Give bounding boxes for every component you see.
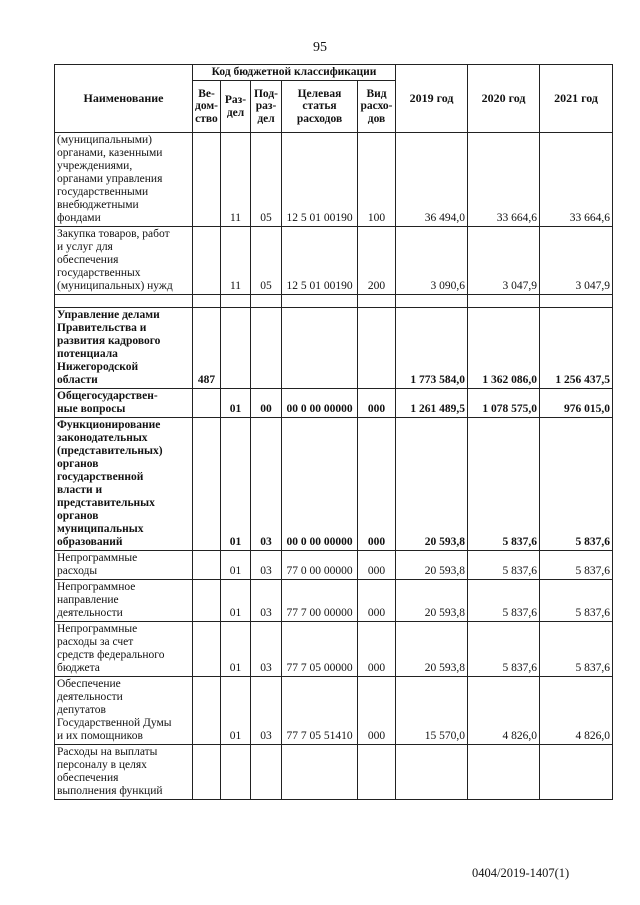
row-name: Функционирование законодательных (представительных) органов государственной власти и представительных органов муниципальных образований <box>55 418 193 551</box>
row-name: Управление делами Правительства и развития кадрового потенциала Нижегородской области <box>55 308 193 389</box>
row-2019: 1 261 489,5 <box>396 389 468 418</box>
spacer-cell <box>468 295 540 308</box>
row-2019: 15 570,0 <box>396 677 468 745</box>
row-2021: 5 837,6 <box>540 551 613 580</box>
row-razdel: 01 <box>221 580 251 622</box>
header-2021: 2021 год <box>540 65 613 133</box>
row-vid: 000 <box>358 418 396 551</box>
table-row <box>55 551 613 580</box>
table-row <box>55 418 613 551</box>
row-vedomstvo: 487 <box>193 308 221 389</box>
header-vedomstvo: Ве- дом- ство <box>193 81 221 133</box>
row-2019: 1 773 584,0 <box>396 308 468 389</box>
row-2019: 3 090,6 <box>396 227 468 295</box>
row-name: Непрограммное направление деятельности <box>55 580 193 622</box>
row-name: (муниципальными) органами, казенными учреждениями, органами управления государственными внебюджетными фондами <box>55 133 193 227</box>
row-razdel: 01 <box>221 677 251 745</box>
row-razdel <box>221 308 251 389</box>
row-2019: 36 494,0 <box>396 133 468 227</box>
row-2019 <box>396 745 468 800</box>
row-2021: 5 837,6 <box>540 418 613 551</box>
header-vid: Вид расхо- дов <box>358 81 396 133</box>
row-vid <box>358 308 396 389</box>
row-2020 <box>468 745 540 800</box>
spacer-cell <box>540 295 613 308</box>
header-name: Наименование <box>55 65 193 133</box>
row-2020: 1 078 575,0 <box>468 389 540 418</box>
header-2019: 2019 год <box>396 65 468 133</box>
spacer-cell <box>55 295 193 308</box>
row-razdel <box>221 745 251 800</box>
row-vedomstvo <box>193 622 221 677</box>
row-vedomstvo <box>193 745 221 800</box>
spacer-cell <box>251 295 282 308</box>
row-razdel: 11 <box>221 227 251 295</box>
row-vedomstvo <box>193 227 221 295</box>
row-vid: 100 <box>358 133 396 227</box>
row-2020: 5 837,6 <box>468 580 540 622</box>
row-name: Закупка товаров, работ и услуг для обеспечения государственных (муниципальных) нужд <box>55 227 193 295</box>
row-podrazdel <box>251 745 282 800</box>
row-2021: 976 015,0 <box>540 389 613 418</box>
row-target: 77 7 00 00000 <box>282 580 358 622</box>
row-vid: 000 <box>358 580 396 622</box>
row-vid: 200 <box>358 227 396 295</box>
document-code: 0404/2019-1407(1) <box>472 866 570 880</box>
row-2019: 20 593,8 <box>396 551 468 580</box>
row-vedomstvo <box>193 418 221 551</box>
header-razdel: Раз- дел <box>221 81 251 133</box>
page-number: 95 <box>313 40 327 55</box>
row-target <box>282 745 358 800</box>
spacer-cell <box>282 295 358 308</box>
row-vid: 000 <box>358 551 396 580</box>
row-target: 12 5 01 00190 <box>282 227 358 295</box>
row-2020: 5 837,6 <box>468 551 540 580</box>
row-vid: 000 <box>358 622 396 677</box>
table-row <box>55 389 613 418</box>
row-2020: 5 837,6 <box>468 622 540 677</box>
row-target: 77 0 00 00000 <box>282 551 358 580</box>
row-2020: 5 837,6 <box>468 418 540 551</box>
table-header <box>55 65 613 133</box>
row-podrazdel: 03 <box>251 418 282 551</box>
row-podrazdel: 05 <box>251 133 282 227</box>
table-row <box>55 308 613 389</box>
table-row <box>55 677 613 745</box>
header-target: Целевая статья расходов <box>282 81 358 133</box>
row-vid: 000 <box>358 677 396 745</box>
row-target: 77 7 05 00000 <box>282 622 358 677</box>
row-podrazdel: 03 <box>251 677 282 745</box>
row-name: Обеспечение деятельности депутатов Государственной Думы и их помощников <box>55 677 193 745</box>
row-vid <box>358 745 396 800</box>
row-2019: 20 593,8 <box>396 622 468 677</box>
row-vedomstvo <box>193 551 221 580</box>
row-2020: 3 047,9 <box>468 227 540 295</box>
header-2020: 2020 год <box>468 65 540 133</box>
spacer-cell <box>193 295 221 308</box>
row-2021: 5 837,6 <box>540 622 613 677</box>
table-row <box>55 133 613 227</box>
header-podrazdel: Под- раз- дел <box>251 81 282 133</box>
row-2021: 3 047,9 <box>540 227 613 295</box>
table-body <box>55 133 613 800</box>
row-razdel: 01 <box>221 551 251 580</box>
row-2021: 1 256 437,5 <box>540 308 613 389</box>
row-target: 12 5 01 00190 <box>282 133 358 227</box>
row-vedomstvo <box>193 389 221 418</box>
spacer-cell <box>358 295 396 308</box>
header-code-group: Код бюджетной классификации <box>193 65 396 81</box>
row-2021: 5 837,6 <box>540 580 613 622</box>
row-name: Расходы на выплаты персоналу в целях обеспечения выполнения функций <box>55 745 193 800</box>
table-row <box>55 745 613 800</box>
row-name: Общегосударствен- ные вопросы <box>55 389 193 418</box>
row-razdel: 01 <box>221 389 251 418</box>
spacer-cell <box>396 295 468 308</box>
table-row <box>55 580 613 622</box>
budget-table <box>54 64 613 800</box>
row-2019: 20 593,8 <box>396 580 468 622</box>
spacer-cell <box>221 295 251 308</box>
row-podrazdel: 00 <box>251 389 282 418</box>
row-podrazdel: 03 <box>251 580 282 622</box>
row-name: Непрограммные расходы <box>55 551 193 580</box>
row-podrazdel <box>251 308 282 389</box>
row-vedomstvo <box>193 133 221 227</box>
row-podrazdel: 03 <box>251 551 282 580</box>
row-razdel: 01 <box>221 418 251 551</box>
row-2020: 1 362 086,0 <box>468 308 540 389</box>
table-row <box>55 227 613 295</box>
row-target: 77 7 05 51410 <box>282 677 358 745</box>
row-2019: 20 593,8 <box>396 418 468 551</box>
row-razdel: 11 <box>221 133 251 227</box>
row-razdel: 01 <box>221 622 251 677</box>
row-2021: 33 664,6 <box>540 133 613 227</box>
row-vedomstvo <box>193 580 221 622</box>
spacer-row <box>55 295 613 308</box>
table-row <box>55 622 613 677</box>
row-podrazdel: 05 <box>251 227 282 295</box>
row-2021 <box>540 745 613 800</box>
row-2020: 33 664,6 <box>468 133 540 227</box>
row-2021: 4 826,0 <box>540 677 613 745</box>
row-vedomstvo <box>193 677 221 745</box>
row-target: 00 0 00 00000 <box>282 418 358 551</box>
row-target: 00 0 00 00000 <box>282 389 358 418</box>
row-name: Непрограммные расходы за счет средств федерального бюджета <box>55 622 193 677</box>
row-podrazdel: 03 <box>251 622 282 677</box>
row-2020: 4 826,0 <box>468 677 540 745</box>
row-target <box>282 308 358 389</box>
row-vid: 000 <box>358 389 396 418</box>
